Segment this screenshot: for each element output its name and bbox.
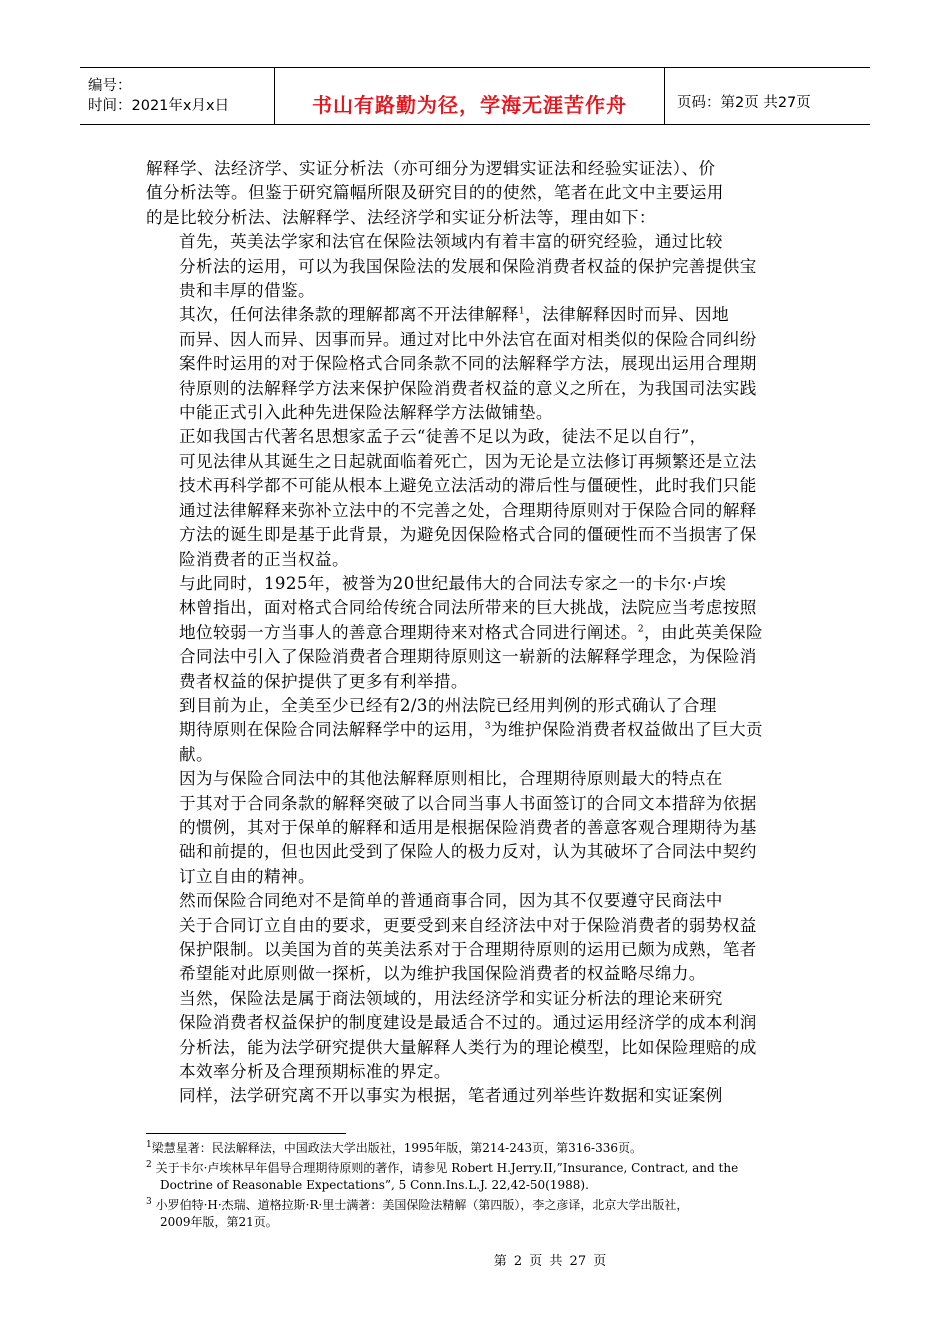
- text-line: 希望能对此原则做一探析，以为维护我国保险消费者的权益略尽绵力。: [179, 964, 706, 984]
- text-segment: 中能正式引入此种先进保险法解释学方法做铺垫。: [179, 403, 553, 423]
- text-line: [146, 645, 810, 669]
- footnote-text: 关于卡尔·卢埃林早年倡导合理期待原则的著作，请参见 Robert H.Jerry.II,”Insurance, Contract, and the: [155, 1160, 739, 1175]
- text-line: [146, 718, 810, 742]
- footnote-line: Doctrine of Reasonable Expectations”, 5 Conn.Ins.L.J. 22,42-50(1988).: [160, 1178, 589, 1192]
- text-line: 因为与保险合同法中的其他法解释原则相比，合理期待原则最大的特点在: [179, 769, 723, 789]
- text-line: [146, 572, 810, 596]
- footnote-mark: 1: [146, 1140, 152, 1150]
- text-segment: ，法律解释因时而异、因地: [525, 305, 729, 325]
- text-segment: 费者权益的保护提供了更多有利举措。: [179, 671, 468, 691]
- text-line: 的惯例，其对于保单的解释和适用是根据保险消费者的善意客观合理期待为基: [179, 817, 757, 837]
- text-line: 然而保险合同绝对不是简单的普通商事合同，因为其不仅要遵守民商法中: [179, 891, 723, 911]
- footnote-line: [146, 1140, 816, 1158]
- text-line: [146, 596, 810, 620]
- footnote-text: 梁慧星著：民法解释法，中国政法大学出版社，1995年版，第214-243页，第316-336页。: [151, 1141, 643, 1155]
- header-page-info: [665, 68, 870, 124]
- footnote-divider: [146, 1133, 346, 1134]
- text-segment: 案件时运用的对于保险格式合同条款不同的法解释学方法，展现出运用合理期: [179, 354, 757, 374]
- footnote-line: [146, 1160, 816, 1178]
- text-segment: 与此同时，1925年，被誉为20世纪最伟大的合同法专家之一的卡尔·卢埃: [179, 573, 727, 593]
- text-line: 可见法律从其诞生之日起就面临着死亡，因为无论是立法修订再频繁还是立法: [179, 451, 757, 471]
- page-footer: [0, 1250, 950, 1269]
- text-segment: 合同法中引入了保险消费者合理期待原则这一崭新的法解释学理念，为保险消: [179, 647, 757, 667]
- paragraph: [146, 1084, 810, 1108]
- text-line: 关于合同订立自由的要求，更要受到来自经济法中对于保险消费者的弱势权益: [179, 915, 757, 935]
- paragraph: [146, 694, 810, 767]
- text-segment: 期待原则在保险合同法解释学中的运用，: [179, 720, 485, 740]
- header-meta: [80, 68, 275, 124]
- text-line: 解释学、法经济学、实证分析法（亦可细分为逻辑实证法和经验实证法）、价: [146, 159, 716, 178]
- text-line: 分析法，能为法学研究提供大量解释人类行为的理论模型，比如保险理赔的成: [179, 1037, 757, 1057]
- paragraph: [146, 303, 810, 425]
- footnote-line: [146, 1197, 816, 1215]
- text-line: 当然，保险法是属于商法领域的，用法经济学和实证分析法的理论来研究: [179, 988, 723, 1008]
- motto-text: 书山有路勤为径，学海无涯苦作舟: [312, 92, 627, 117]
- text-line: 值分析法等。但鉴于研究篇幅所限及研究目的的使然，笔者在此文中主要运用: [146, 183, 724, 203]
- footnote: [146, 1140, 816, 1158]
- text-line: [146, 328, 810, 352]
- footnote-ref[interactable]: 3: [484, 721, 492, 732]
- footnote: [146, 1160, 816, 1195]
- paragraph: [146, 767, 810, 889]
- paragraph: [146, 987, 810, 1085]
- text-line: 通过法律解释来弥补立法中的不完善之处，合理期待原则对于保险合同的解释: [179, 500, 757, 520]
- text-line: 同样，法学研究离不开以事实为根据，笔者通过列举些许数据和实证案例: [179, 1086, 723, 1106]
- paragraph: [146, 572, 810, 694]
- footnote-ref[interactable]: 2: [637, 624, 644, 635]
- page-number-label: 页码：第2页 共27页: [677, 94, 811, 111]
- text-line: 的是比较分析法、法解释学、法经济学和实证分析法等，理由如下：: [146, 207, 656, 227]
- text-line: 保护限制。以美国为首的英美法系对于合理期待原则的运用已颇为成熟，笔者: [179, 940, 757, 959]
- text-line: 保险消费者权益保护的制度建设是最适合不过的。通过运用经济学的成本利润: [179, 1013, 757, 1033]
- text-segment: 献。: [179, 744, 213, 764]
- text-line: 本效率分析及合理预期标准的界定。: [179, 1062, 451, 1082]
- text-line: [146, 377, 810, 401]
- text-line: 正如我国古代著名思想家孟子云“徒善不足以为政，徒法不足以自行”，: [179, 427, 707, 447]
- footnote-mark: 3: [146, 1196, 152, 1207]
- text-line: [146, 401, 810, 425]
- page-header: [80, 67, 870, 125]
- text-segment: 为维护保险消费者权益做出了巨大贡: [491, 720, 763, 740]
- footnote-line: 2009年版，第21页。: [160, 1215, 278, 1229]
- text-line: 于其对于合同条款的解释突破了以合同当事人书面签订的合同文本措辞为依据: [179, 793, 757, 813]
- paragraph: [146, 230, 810, 303]
- header-motto: [275, 68, 665, 124]
- text-segment: 而异、因人而异、因事而异。通过对比中外法官在面对相类似的保险合同纠纷: [179, 329, 757, 349]
- text-segment: 到目前为止，全美至少已经有2/3的州法院已经用判例的形式确认了合理: [179, 695, 717, 715]
- text-line: 础和前提的，但也因此受到了保险人的极力反对，认为其破坏了合同法中契约: [179, 842, 757, 862]
- text-line: 分析法的运用，可以为我国保险法的发展和保险消费者权益的保护完善提供宝: [179, 256, 757, 276]
- body-text: [146, 157, 810, 1109]
- text-segment: 林曾指出，面对格式合同给传统合同法所带来的巨大挑战，法院应当考虑按照: [179, 598, 757, 618]
- footnote-text: 小罗伯特·H·杰瑞、道格拉斯·R·里士满著：美国保险法精解（第四版），李之彦译，北京大学出版社，: [155, 1197, 689, 1212]
- text-line: 险消费者的正当权益。: [179, 549, 349, 569]
- text-line: 方法的诞生即是基于此背景，为避免因保险格式合同的僵硬性而不当损害了保: [179, 525, 757, 545]
- text-line: 首先，英美法学家和法官在保险法领域内有着丰富的研究经验，通过比较: [179, 232, 723, 252]
- text-segment: 地位较弱一方当事人的善意合理期待来对格式合同进行阐述。: [179, 622, 638, 642]
- footnotes: [146, 1140, 816, 1234]
- text-line: [146, 303, 810, 327]
- text-segment: 其次，任何法律条款的理解都离不开法律解释: [179, 305, 519, 325]
- footer-page-number: 第 2 页 共 27 页: [493, 1254, 607, 1269]
- paragraph: [146, 157, 810, 230]
- paragraph: [146, 889, 810, 987]
- text-line: 贵和丰厚的借鉴。: [179, 281, 315, 301]
- text-segment: ，由此英美保险: [643, 622, 763, 642]
- doc-time-label: 时间：2021年x月x日: [88, 98, 230, 114]
- doc-number-label: 编号：: [88, 78, 132, 94]
- footnote-ref[interactable]: 1: [518, 306, 526, 317]
- text-line: [146, 743, 810, 767]
- text-line: 订立自由的精神。: [179, 866, 315, 886]
- footnote-mark: 2: [146, 1159, 152, 1170]
- paragraph: [146, 425, 810, 571]
- text-line: [146, 621, 810, 645]
- text-line: [146, 352, 810, 376]
- footnote: [146, 1197, 816, 1232]
- text-line: 技术再科学都不可能从根本上避免立法活动的滞后性与僵硬性，此时我们只能: [179, 476, 757, 496]
- text-line: [146, 670, 810, 694]
- text-line: [146, 694, 810, 718]
- text-segment: 待原则的法解释学方法来保护保险消费者权益的意义之所在，为我国司法实践: [179, 378, 757, 398]
